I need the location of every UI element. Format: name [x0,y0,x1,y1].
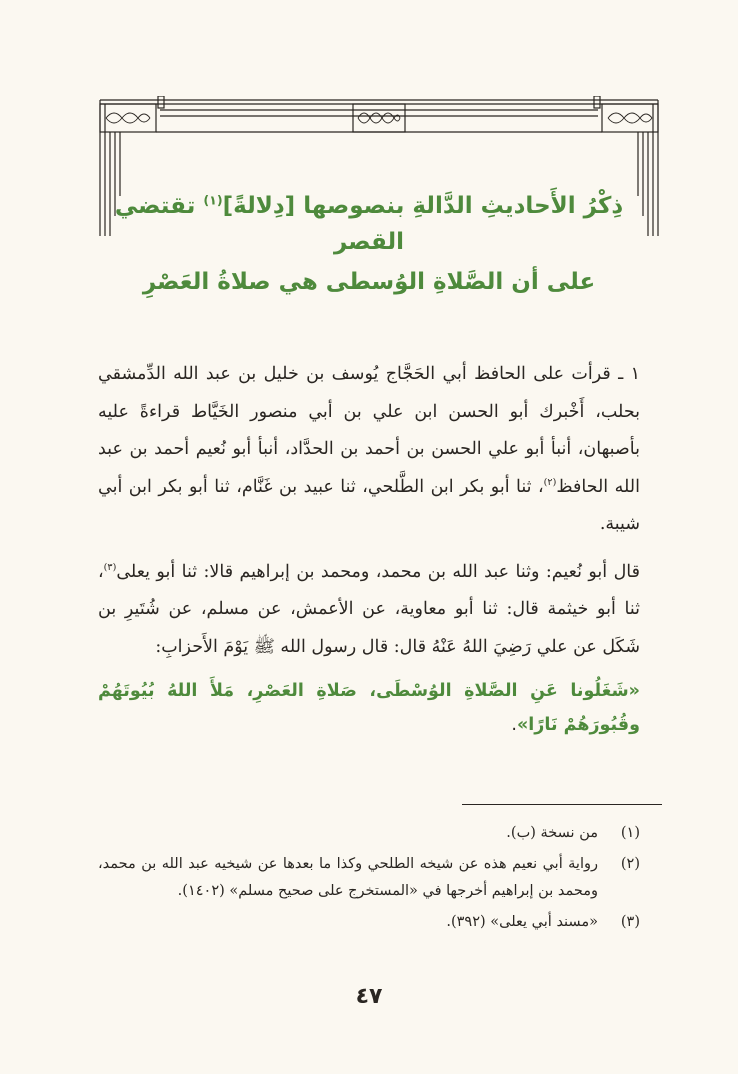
section-heading [110,188,628,302]
heading-line-1-tail: تقتضي [114,193,204,219]
paragraph-1-part-b: ، ثنا أبو بكر ابن الطَّلحي، ثنا عبيد بن غَنَّام، ثنا أبو بكر ابن أبي شيبة. [98,476,640,534]
hadith-quote: «شَغَلُونا عَنِ الصَّلاةِ الوُسْطَى، صَلاةِ العَصْرِ، مَلأَ اللهُ بُيُوتَهُمْ وقُبُورَهُمْ نَارًا» [98,681,640,735]
footnote-number: (٢) [620,856,640,872]
paragraph-2-part-b: ، ثنا أبو خيثمة قال: ثنا أبو معاوية، عن الأعمش، عن مسلم، عن شُتَيرِ بن شَكَل عن علي رَضِيَ اللهُ عَنْهُ قال: قال رسول الله ﷺ يَوْمَ الأَحزابِ: [98,561,640,657]
paragraph-2 [98,554,640,667]
footnote-item [98,909,640,936]
footnote-number: (٣) [620,914,640,930]
footnote-divider [462,804,662,805]
heading-line-2: القصر [333,229,405,255]
page-number: ٤٧ [355,984,383,1009]
heading-line-3: على أن الصَّلاةِ الوُسطى هي صلاةُ العَصْرِ [142,269,596,295]
heading-line-1-text: ذِكْرُ الأَحاديثِ الدَّالةِ بنصوصها [دِلالةً] [222,193,624,219]
hadith-text [98,674,640,742]
footnote-text: من نسخة (ب). [506,825,598,841]
hadith-end-punct: . [511,715,517,735]
paragraph-1-part-a: ١ ـ قرأت على الحافظ أبي الحَجَّاج يُوسف بن خليل بن عبد الله الدِّمشقي بحلب، أَخْبرك أبو الحسن ابن علي بن أبي منصور الخَيَّاط قراءةً عليه بأصبهان، أنبأ أبو علي الحسن بن أحمد بن الحدَّاد، أنبأ أبو نُعيم أحمد بن عبد الله الحافظ [98,364,640,497]
footnote-item [98,851,640,905]
footnote-number: (١) [620,825,640,841]
paragraph-1 [98,356,640,544]
footnote-text: رواية أبي نعيم هذه عن شيخه الطلحي وكذا ما بعدها عن شيخيه عبد الله بن محمد، ومحمد بن إبراهيم أخرجها في «المستخرج على صحيح مسلم» (١٤٠٢). [98,856,598,899]
footnotes [98,820,640,940]
footnote-item [98,820,640,847]
footnote-text: «مسند أبي يعلى» (٣٩٢). [446,914,598,930]
paragraph-2-part-a: قال أبو نُعيم: وثنا عبد الله بن محمد، ومحمد بن إبراهيم قالا: ثنا أبو يعلى [116,561,640,582]
main-text [98,356,640,742]
footnote-ref-1[interactable]: (١) [203,192,223,208]
heading-line-1 [110,188,628,224]
footnote-ref-2[interactable]: (٢) [543,476,557,488]
footnote-ref-3[interactable]: (٣) [103,561,117,573]
